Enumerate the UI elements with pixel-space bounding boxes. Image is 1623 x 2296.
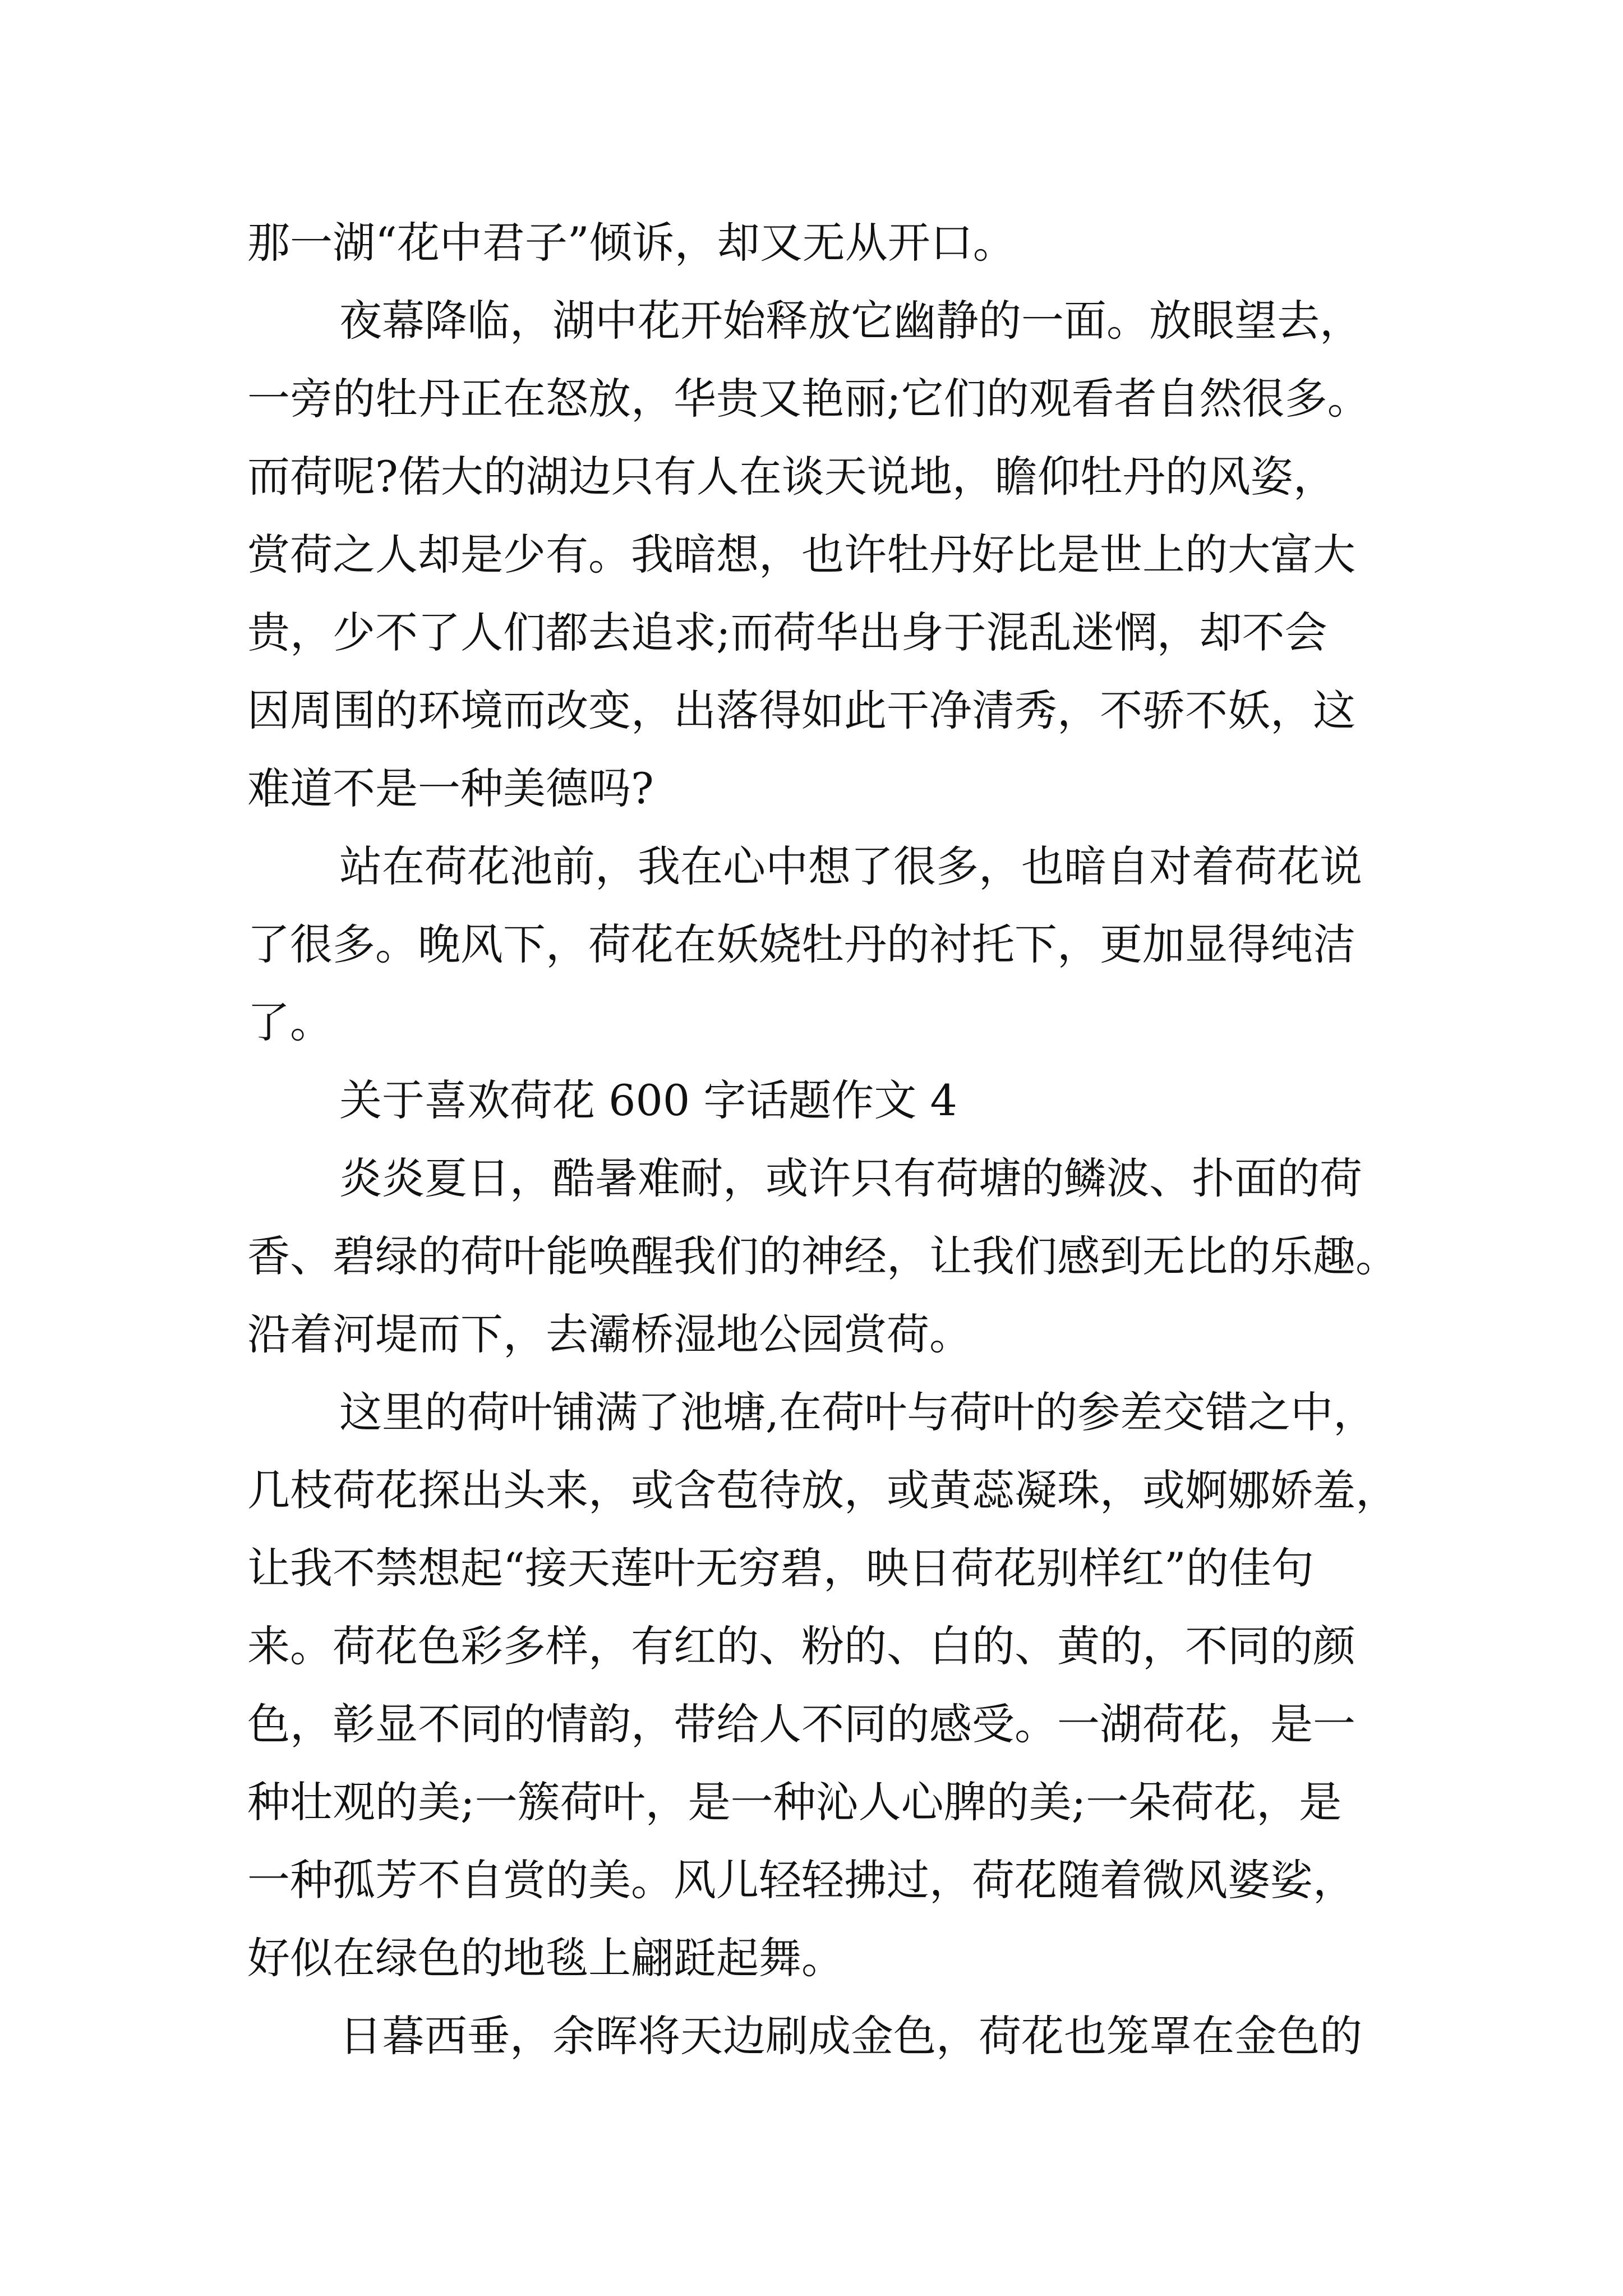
text-line: 了。 [247, 997, 333, 1047]
text-line: 种壮观的美;一簇荷叶，是一种沁人心脾的美;一朵荷花，是 [247, 1777, 1342, 1827]
text-line: 日暮西垂，余晖将天边刷成金色，荷花也笼罩在金色的 [339, 2011, 1362, 2061]
text-line: 因周围的环境而改变，出落得如此干净清秀，不骄不妖，这 [247, 685, 1355, 735]
text-line: 难道不是一种美德吗? [247, 763, 654, 813]
text-line: 而荷呢?偌大的湖边只有人在谈天说地，瞻仰牡丹的风姿， [247, 452, 1336, 501]
text-line: 一旁的牡丹正在怒放，华贵又艳丽;它们的观看者自然很多。 [247, 374, 1370, 424]
text-line: 沿着河堤而下，去灞桥湿地公园赏荷。 [247, 1309, 972, 1359]
text-line: 这里的荷叶铺满了池塘,在荷叶与荷叶的参差交错之中， [339, 1387, 1376, 1437]
text-line: 好似在绿色的地毯上翩跹起舞。 [247, 1933, 844, 1983]
text-line: 那一湖“花中君子”倾诉，却又无从开口。 [247, 218, 1016, 268]
text-line: 色，彰显不同的情韵，带给人不同的感受。一湖荷花，是一 [247, 1699, 1355, 1749]
text-line: 几枝荷花探出头来，或含苞待放，或黄蕊凝珠，或婀娜娇羞， [247, 1465, 1398, 1515]
text-line: 站在荷花池前，我在心中想了很多，也暗自对着荷花说 [339, 841, 1362, 891]
text-line: 赏荷之人却是少有。我暗想，也许牡丹好比是世上的大富大 [247, 530, 1355, 579]
text-line: 一种孤芳不自赏的美。风儿轻轻拂过，荷花随着微风婆娑， [247, 1855, 1355, 1905]
text-line: 了很多。晚风下，荷花在妖娆牡丹的衬托下，更加显得纯洁 [247, 919, 1355, 969]
text-line: 来。荷花色彩多样，有红的、粉的、白的、黄的，不同的颜 [247, 1621, 1355, 1671]
text-line: 夜幕降临，湖中花开始释放它幽静的一面。放眼望去， [339, 296, 1362, 346]
text-line: 香、碧绿的荷叶能唤醒我们的神经，让我们感到无比的乐趣。 [247, 1231, 1398, 1281]
text-line: 贵，少不了人们都去追求;而荷华出身于混乱迷惘，却不会 [247, 608, 1327, 657]
section-heading: 关于喜欢荷花 600 字话题作文 4 [339, 1075, 957, 1125]
text-line: 让我不禁想起“接天莲叶无穷碧，映日荷花别样红”的佳句 [247, 1543, 1314, 1593]
text-line: 炎炎夏日，酷暑难耐，或许只有荷塘的鳞波、扑面的荷 [339, 1153, 1362, 1203]
